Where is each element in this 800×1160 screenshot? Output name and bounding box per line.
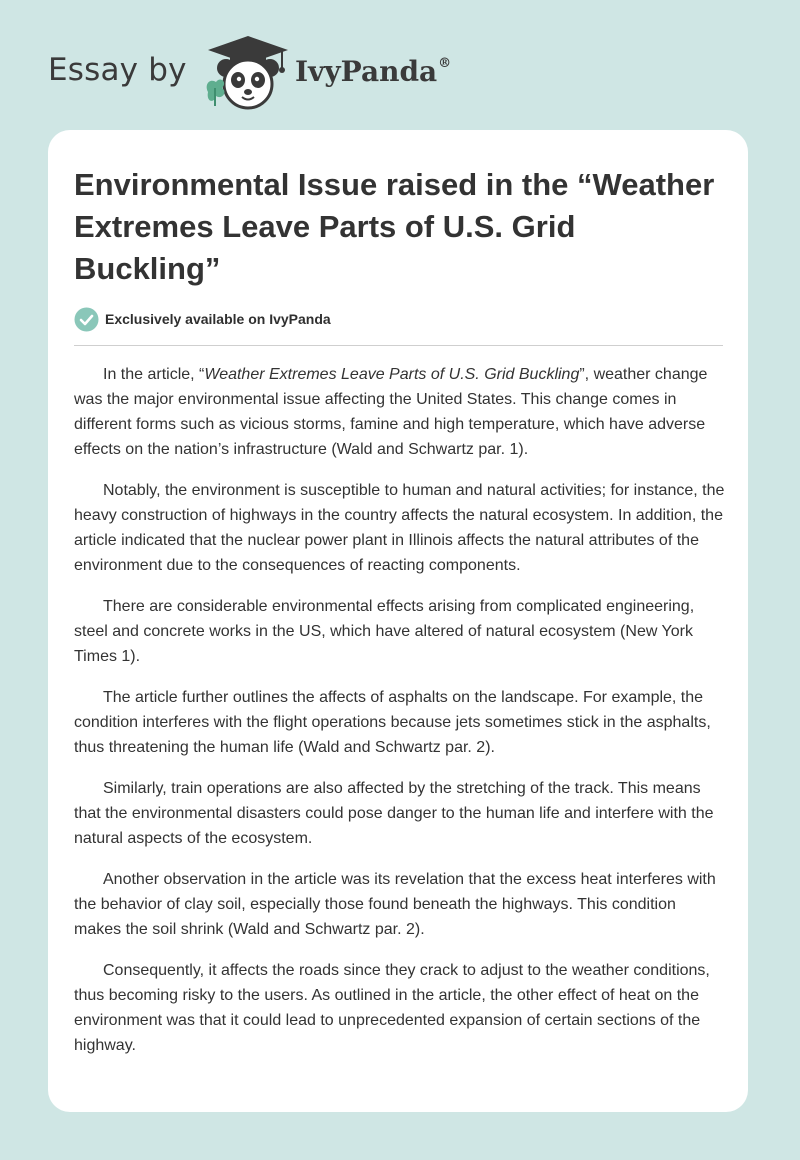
paragraph: Notably, the environment is susceptible to human and natural activities; for instance, the heavy construction of highways in the country affects the natural ecosystem. In addition, the article indicated that the nuclear power plant in Illinois affects the natural attributes of the environment due to the consequences of reacting components. — [74, 482, 725, 574]
article-title-italic: Weather Extremes Leave Parts of U.S. Grid Buckling — [204, 366, 580, 383]
divider — [74, 345, 723, 346]
paragraph: There are considerable environmental effects arising from complicated engineering, steel and concrete works in the US, which have altered of natural ecosystem (New York Times 1). — [74, 598, 695, 665]
ivy-leaf-icon — [207, 80, 225, 106]
essay-card — [48, 130, 748, 1112]
paragraph: Another observation in the article was its revelation that the excess heat interferes with the behavior of clay soil, especially those found beneath the highways. This condition makes the soil shrink (Wald and Schwartz par. 2). — [74, 871, 716, 938]
exclusive-badge-label: Exclusively available on IvyPanda — [105, 311, 331, 327]
check-circle-icon — [74, 307, 99, 332]
essay-body — [74, 362, 726, 1074]
paragraph: In the article, “Weather Extremes Leave Parts of U.S. Grid Buckling”, weather change was the major environmental issue affecting the United States. This change comes in different forms such as vicious storms, famine and high temperature, which have adverse effects on the nation’s infrastructure (Wald and Schwartz par. 1). — [74, 366, 708, 458]
exclusive-badge — [74, 306, 331, 332]
registered-mark: ® — [438, 55, 452, 71]
essay-title: Environmental Issue raised in the “Weather Extremes Leave Parts of U.S. Grid Buckling” — [74, 167, 715, 286]
brand-name[interactable]: IvyPanda® — [295, 55, 452, 88]
panda-graduate-icon[interactable] — [202, 34, 294, 110]
paragraph: Similarly, train operations are also affected by the stretching of the track. This means that the environmental disasters could pose danger to the human life and interfere with the natural aspects of the ecosystem. — [74, 780, 714, 847]
paragraph: The article further outlines the affects of asphalts on the landscape. For example, the condition interferes with the flight operations because jets sometimes stick in the asphalts, thus threatening the human life (Wald and Schwartz par. 2). — [74, 689, 711, 756]
essay-by-label: Essay by — [48, 52, 187, 88]
site-header — [48, 34, 508, 110]
paragraph: Consequently, it affects the roads since they crack to adjust to the weather conditions, thus becoming risky to the users. As outlined in the article, the other effect of heat on the environment was that it could lead to unprecedented expansion of certain sections of the highway. — [74, 962, 710, 1054]
